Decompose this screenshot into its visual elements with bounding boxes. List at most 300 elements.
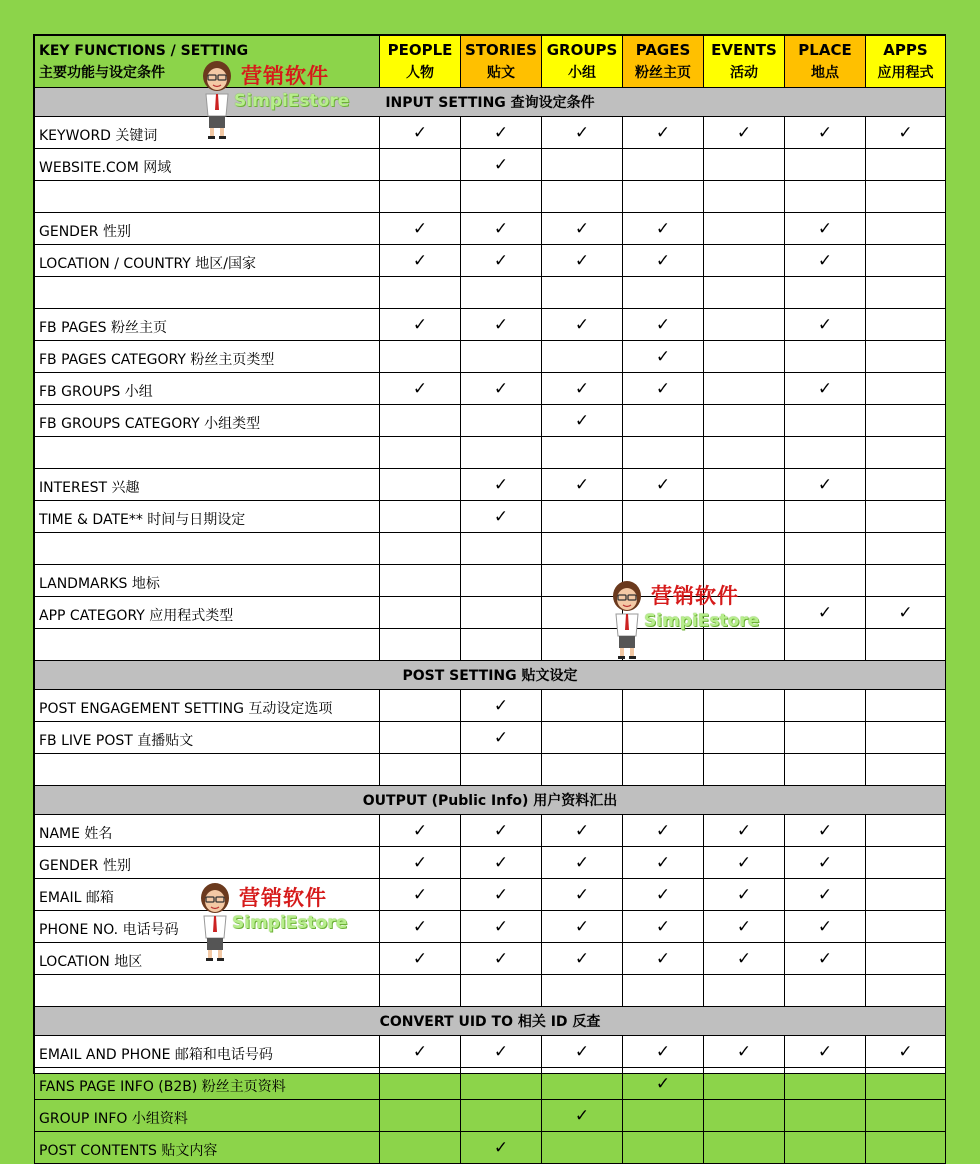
empty-cell [380, 565, 461, 597]
empty-cell [785, 754, 866, 786]
empty-cell [461, 565, 542, 597]
empty-cell [380, 149, 461, 181]
check-mark-icon: ✓ [704, 815, 785, 847]
empty-cell [380, 629, 461, 661]
empty-cell [866, 341, 946, 373]
feature-label [35, 437, 380, 469]
table-row [35, 405, 946, 437]
empty-cell [704, 1100, 785, 1132]
table-row [35, 117, 946, 149]
table-row [35, 1132, 946, 1164]
check-mark-icon: ✓ [704, 943, 785, 975]
empty-cell [623, 754, 704, 786]
check-mark-icon: ✓ [542, 1036, 623, 1068]
table-row [35, 533, 946, 565]
empty-cell [704, 437, 785, 469]
check-mark-icon: ✓ [461, 943, 542, 975]
empty-cell [704, 277, 785, 309]
header-col-stories [461, 36, 542, 88]
empty-cell [866, 565, 946, 597]
header-col-en: PEOPLE [387, 40, 453, 59]
empty-cell [380, 341, 461, 373]
empty-cell [866, 943, 946, 975]
header-col-zh: 粉丝主页 [635, 64, 691, 81]
empty-cell [380, 690, 461, 722]
empty-cell [461, 1100, 542, 1132]
check-mark-icon: ✓ [542, 879, 623, 911]
check-mark-icon: ✓ [623, 943, 704, 975]
watermark-top-zh: 营销软件 [241, 64, 329, 88]
check-mark-icon: ✓ [380, 245, 461, 277]
empty-cell [542, 975, 623, 1007]
feature-label: FANS PAGE INFO (B2B) 粉丝主页资料 [35, 1068, 380, 1100]
table-row [35, 629, 946, 661]
empty-cell [704, 245, 785, 277]
empty-cell [623, 722, 704, 754]
empty-cell [866, 181, 946, 213]
feature-table-frame [33, 34, 946, 1159]
feature-label: INTEREST 兴趣 [35, 469, 380, 501]
table-row [35, 309, 946, 341]
section-row [35, 661, 946, 690]
table-row [35, 341, 946, 373]
empty-cell [461, 405, 542, 437]
empty-cell [785, 437, 866, 469]
check-mark-icon: ✓ [542, 309, 623, 341]
check-mark-icon: ✓ [623, 245, 704, 277]
empty-cell [542, 181, 623, 213]
empty-cell [380, 181, 461, 213]
check-mark-icon: ✓ [542, 815, 623, 847]
check-mark-icon: ✓ [785, 847, 866, 879]
check-mark-icon: ✓ [461, 373, 542, 405]
feature-label: GROUP INFO 小组资料 [35, 1100, 380, 1132]
empty-cell [866, 437, 946, 469]
empty-cell [542, 690, 623, 722]
empty-cell [785, 690, 866, 722]
check-mark-icon: ✓ [623, 309, 704, 341]
table-row [35, 213, 946, 245]
header-col-zh: 小组 [568, 64, 596, 81]
check-mark-icon: ✓ [380, 213, 461, 245]
feature-label: WEBSITE.COM 网域 [35, 149, 380, 181]
check-mark-icon: ✓ [461, 722, 542, 754]
header-col-en: PLACE [798, 40, 852, 59]
empty-cell [461, 437, 542, 469]
empty-cell [785, 533, 866, 565]
empty-cell [866, 277, 946, 309]
watermark-bottom-en: SimpiEstore [232, 913, 348, 933]
empty-cell [542, 533, 623, 565]
empty-cell [785, 975, 866, 1007]
feature-label: TIME & DATE** 时间与日期设定 [35, 501, 380, 533]
check-mark-icon: ✓ [623, 1068, 704, 1100]
empty-cell [542, 1132, 623, 1164]
empty-cell [380, 533, 461, 565]
empty-cell [704, 565, 785, 597]
empty-cell [704, 975, 785, 1007]
header-col-zh: 贴文 [487, 64, 515, 81]
table-row [35, 1068, 946, 1100]
empty-cell [704, 309, 785, 341]
empty-cell [785, 181, 866, 213]
empty-cell [461, 341, 542, 373]
watermark-middle-en: SimpiEstore [644, 611, 760, 631]
empty-cell [380, 1100, 461, 1132]
empty-cell [704, 1132, 785, 1164]
header-row [35, 36, 946, 88]
check-mark-icon: ✓ [623, 879, 704, 911]
empty-cell [380, 1068, 461, 1100]
feature-label: FB PAGES 粉丝主页 [35, 309, 380, 341]
feature-label: EMAIL AND PHONE 邮箱和电话号码 [35, 1036, 380, 1068]
empty-cell [704, 754, 785, 786]
table-row [35, 815, 946, 847]
feature-label: PHONE NO. 电话号码 [35, 911, 380, 943]
table-row [35, 277, 946, 309]
empty-cell [380, 597, 461, 629]
check-mark-icon: ✓ [542, 943, 623, 975]
empty-cell [542, 1068, 623, 1100]
empty-cell [704, 722, 785, 754]
feature-label: LOCATION / COUNTRY 地区/国家 [35, 245, 380, 277]
feature-label: POST ENGAGEMENT SETTING 互动设定选项 [35, 690, 380, 722]
empty-cell [866, 754, 946, 786]
check-mark-icon: ✓ [461, 469, 542, 501]
empty-cell [623, 437, 704, 469]
check-mark-icon: ✓ [380, 373, 461, 405]
empty-cell [866, 1068, 946, 1100]
empty-cell [785, 629, 866, 661]
check-mark-icon: ✓ [461, 847, 542, 879]
empty-cell [704, 181, 785, 213]
empty-cell [785, 501, 866, 533]
header-col-zh: 地点 [811, 64, 839, 81]
table-row [35, 245, 946, 277]
feature-label [35, 533, 380, 565]
check-mark-icon: ✓ [785, 469, 866, 501]
check-mark-icon: ✓ [461, 117, 542, 149]
empty-cell [785, 565, 866, 597]
check-mark-icon: ✓ [380, 847, 461, 879]
empty-cell [866, 1132, 946, 1164]
feature-label: GENDER 性别 [35, 213, 380, 245]
empty-cell [704, 149, 785, 181]
empty-cell [866, 405, 946, 437]
check-mark-icon: ✓ [623, 341, 704, 373]
empty-cell [461, 754, 542, 786]
section-title: POST SETTING 贴文设定 [35, 661, 946, 690]
empty-cell [866, 149, 946, 181]
check-mark-icon: ✓ [461, 245, 542, 277]
table-row [35, 722, 946, 754]
empty-cell [704, 690, 785, 722]
header-col-place [785, 36, 866, 88]
section-row [35, 786, 946, 815]
check-mark-icon: ✓ [623, 469, 704, 501]
check-mark-icon: ✓ [461, 213, 542, 245]
table-row [35, 879, 946, 911]
empty-cell [623, 149, 704, 181]
empty-cell [461, 277, 542, 309]
check-mark-icon: ✓ [380, 815, 461, 847]
empty-cell [380, 722, 461, 754]
header-feature-cell [35, 36, 380, 88]
empty-cell [461, 181, 542, 213]
check-mark-icon: ✓ [623, 373, 704, 405]
empty-cell [623, 1132, 704, 1164]
header-feature-en: KEY FUNCTIONS / SETTING [39, 42, 249, 59]
check-mark-icon: ✓ [542, 213, 623, 245]
section-row [35, 88, 946, 117]
table-row [35, 1036, 946, 1068]
table-row [35, 943, 946, 975]
check-mark-icon: ✓ [785, 373, 866, 405]
check-mark-icon: ✓ [461, 815, 542, 847]
section-title: INPUT SETTING 查询设定条件 [35, 88, 946, 117]
feature-label [35, 277, 380, 309]
check-mark-icon: ✓ [380, 309, 461, 341]
empty-cell [866, 501, 946, 533]
empty-cell [623, 629, 704, 661]
empty-cell [866, 847, 946, 879]
empty-cell [866, 879, 946, 911]
check-mark-icon: ✓ [380, 117, 461, 149]
empty-cell [380, 405, 461, 437]
empty-cell [623, 565, 704, 597]
empty-cell [542, 437, 623, 469]
table-row [35, 565, 946, 597]
feature-comparison-table [34, 35, 946, 1164]
empty-cell [623, 597, 704, 629]
watermark-bottom-zh: 营销软件 [239, 886, 327, 910]
feature-label: FB LIVE POST 直播贴文 [35, 722, 380, 754]
header-col-zh: 应用程式 [877, 64, 934, 81]
empty-cell [542, 149, 623, 181]
empty-cell [461, 597, 542, 629]
feature-label: LOCATION 地区 [35, 943, 380, 975]
check-mark-icon: ✓ [461, 911, 542, 943]
check-mark-icon: ✓ [704, 1036, 785, 1068]
empty-cell [704, 533, 785, 565]
check-mark-icon: ✓ [380, 1036, 461, 1068]
check-mark-icon: ✓ [380, 943, 461, 975]
empty-cell [623, 1100, 704, 1132]
check-mark-icon: ✓ [704, 879, 785, 911]
empty-cell [785, 149, 866, 181]
feature-label: APP CATEGORY 应用程式类型 [35, 597, 380, 629]
check-mark-icon: ✓ [461, 690, 542, 722]
empty-cell [461, 975, 542, 1007]
header-col-en: STORIES [465, 40, 537, 59]
check-mark-icon: ✓ [785, 879, 866, 911]
table-row [35, 501, 946, 533]
empty-cell [461, 629, 542, 661]
check-mark-icon: ✓ [623, 911, 704, 943]
header-col-pages [623, 36, 704, 88]
header-col-en: EVENTS [711, 40, 777, 59]
empty-cell [785, 1100, 866, 1132]
empty-cell [380, 277, 461, 309]
empty-cell [623, 181, 704, 213]
check-mark-icon: ✓ [785, 815, 866, 847]
feature-label [35, 754, 380, 786]
empty-cell [623, 975, 704, 1007]
empty-cell [542, 501, 623, 533]
check-mark-icon: ✓ [704, 117, 785, 149]
empty-cell [380, 501, 461, 533]
empty-cell [542, 277, 623, 309]
watermark-middle-zh: 营销软件 [651, 584, 739, 608]
empty-cell [461, 533, 542, 565]
header-col-zh: 人物 [406, 64, 434, 81]
check-mark-icon: ✓ [704, 847, 785, 879]
header-col-en: PAGES [635, 40, 691, 59]
feature-label: NAME 姓名 [35, 815, 380, 847]
empty-cell [704, 1068, 785, 1100]
table-row [35, 1100, 946, 1132]
check-mark-icon: ✓ [461, 879, 542, 911]
check-mark-icon: ✓ [623, 847, 704, 879]
empty-cell [542, 565, 623, 597]
table-row [35, 437, 946, 469]
feature-label: EMAIL 邮箱 [35, 879, 380, 911]
empty-cell [866, 629, 946, 661]
check-mark-icon: ✓ [623, 213, 704, 245]
feature-label: FB GROUPS CATEGORY 小组类型 [35, 405, 380, 437]
check-mark-icon: ✓ [542, 117, 623, 149]
table-row [35, 690, 946, 722]
feature-label: LANDMARKS 地标 [35, 565, 380, 597]
check-mark-icon: ✓ [785, 911, 866, 943]
header-feature-zh: 主要功能与设定条件 [39, 64, 165, 81]
empty-cell [380, 1132, 461, 1164]
empty-cell [542, 597, 623, 629]
feature-label: FB GROUPS 小组 [35, 373, 380, 405]
empty-cell [866, 373, 946, 405]
check-mark-icon: ✓ [785, 309, 866, 341]
check-mark-icon: ✓ [542, 405, 623, 437]
check-mark-icon: ✓ [866, 117, 946, 149]
empty-cell [866, 815, 946, 847]
empty-cell [785, 341, 866, 373]
empty-cell [704, 213, 785, 245]
check-mark-icon: ✓ [785, 245, 866, 277]
empty-cell [704, 405, 785, 437]
empty-cell [866, 722, 946, 754]
empty-cell [866, 245, 946, 277]
table-row [35, 469, 946, 501]
check-mark-icon: ✓ [542, 1100, 623, 1132]
check-mark-icon: ✓ [380, 911, 461, 943]
empty-cell [542, 629, 623, 661]
empty-cell [704, 597, 785, 629]
table-row [35, 597, 946, 629]
feature-label [35, 181, 380, 213]
table-row [35, 975, 946, 1007]
table-row [35, 847, 946, 879]
check-mark-icon: ✓ [623, 815, 704, 847]
feature-label: POST CONTENTS 贴文内容 [35, 1132, 380, 1164]
empty-cell [785, 722, 866, 754]
check-mark-icon: ✓ [785, 943, 866, 975]
watermark-top-en: SimpiEstore [234, 91, 350, 111]
empty-cell [461, 1068, 542, 1100]
empty-cell [380, 975, 461, 1007]
table-row [35, 149, 946, 181]
empty-cell [866, 533, 946, 565]
empty-cell [866, 309, 946, 341]
feature-label [35, 629, 380, 661]
feature-label: FB PAGES CATEGORY 粉丝主页类型 [35, 341, 380, 373]
empty-cell [380, 469, 461, 501]
header-col-apps [866, 36, 946, 88]
empty-cell [866, 975, 946, 1007]
table-row [35, 754, 946, 786]
empty-cell [704, 373, 785, 405]
header-col-en: GROUPS [546, 40, 618, 59]
empty-cell [866, 911, 946, 943]
empty-cell [785, 1068, 866, 1100]
header-col-zh: 活动 [730, 64, 758, 81]
check-mark-icon: ✓ [380, 879, 461, 911]
empty-cell [542, 754, 623, 786]
table-row [35, 181, 946, 213]
check-mark-icon: ✓ [461, 149, 542, 181]
section-title: OUTPUT (Public Info) 用户资料汇出 [35, 786, 946, 815]
header-col-en: APPS [883, 40, 928, 59]
check-mark-icon: ✓ [461, 1132, 542, 1164]
header-col-groups [542, 36, 623, 88]
table-row [35, 373, 946, 405]
check-mark-icon: ✓ [461, 501, 542, 533]
check-mark-icon: ✓ [785, 117, 866, 149]
empty-cell [623, 405, 704, 437]
empty-cell [704, 341, 785, 373]
check-mark-icon: ✓ [623, 1036, 704, 1068]
header-col-events [704, 36, 785, 88]
check-mark-icon: ✓ [785, 597, 866, 629]
empty-cell [866, 469, 946, 501]
empty-cell [866, 690, 946, 722]
empty-cell [704, 501, 785, 533]
check-mark-icon: ✓ [542, 847, 623, 879]
check-mark-icon: ✓ [542, 911, 623, 943]
check-mark-icon: ✓ [623, 117, 704, 149]
header-col-people [380, 36, 461, 88]
feature-label [35, 975, 380, 1007]
empty-cell [704, 629, 785, 661]
empty-cell [623, 690, 704, 722]
check-mark-icon: ✓ [785, 213, 866, 245]
empty-cell [704, 469, 785, 501]
check-mark-icon: ✓ [542, 373, 623, 405]
table-row [35, 911, 946, 943]
section-title: CONVERT UID TO 相关 ID 反查 [35, 1007, 946, 1036]
empty-cell [623, 501, 704, 533]
empty-cell [785, 405, 866, 437]
feature-label: GENDER 性别 [35, 847, 380, 879]
empty-cell [380, 754, 461, 786]
empty-cell [542, 722, 623, 754]
check-mark-icon: ✓ [866, 597, 946, 629]
check-mark-icon: ✓ [704, 911, 785, 943]
empty-cell [785, 1132, 866, 1164]
empty-cell [785, 277, 866, 309]
check-mark-icon: ✓ [785, 1036, 866, 1068]
feature-label: KEYWORD 关键词 [35, 117, 380, 149]
empty-cell [866, 1100, 946, 1132]
